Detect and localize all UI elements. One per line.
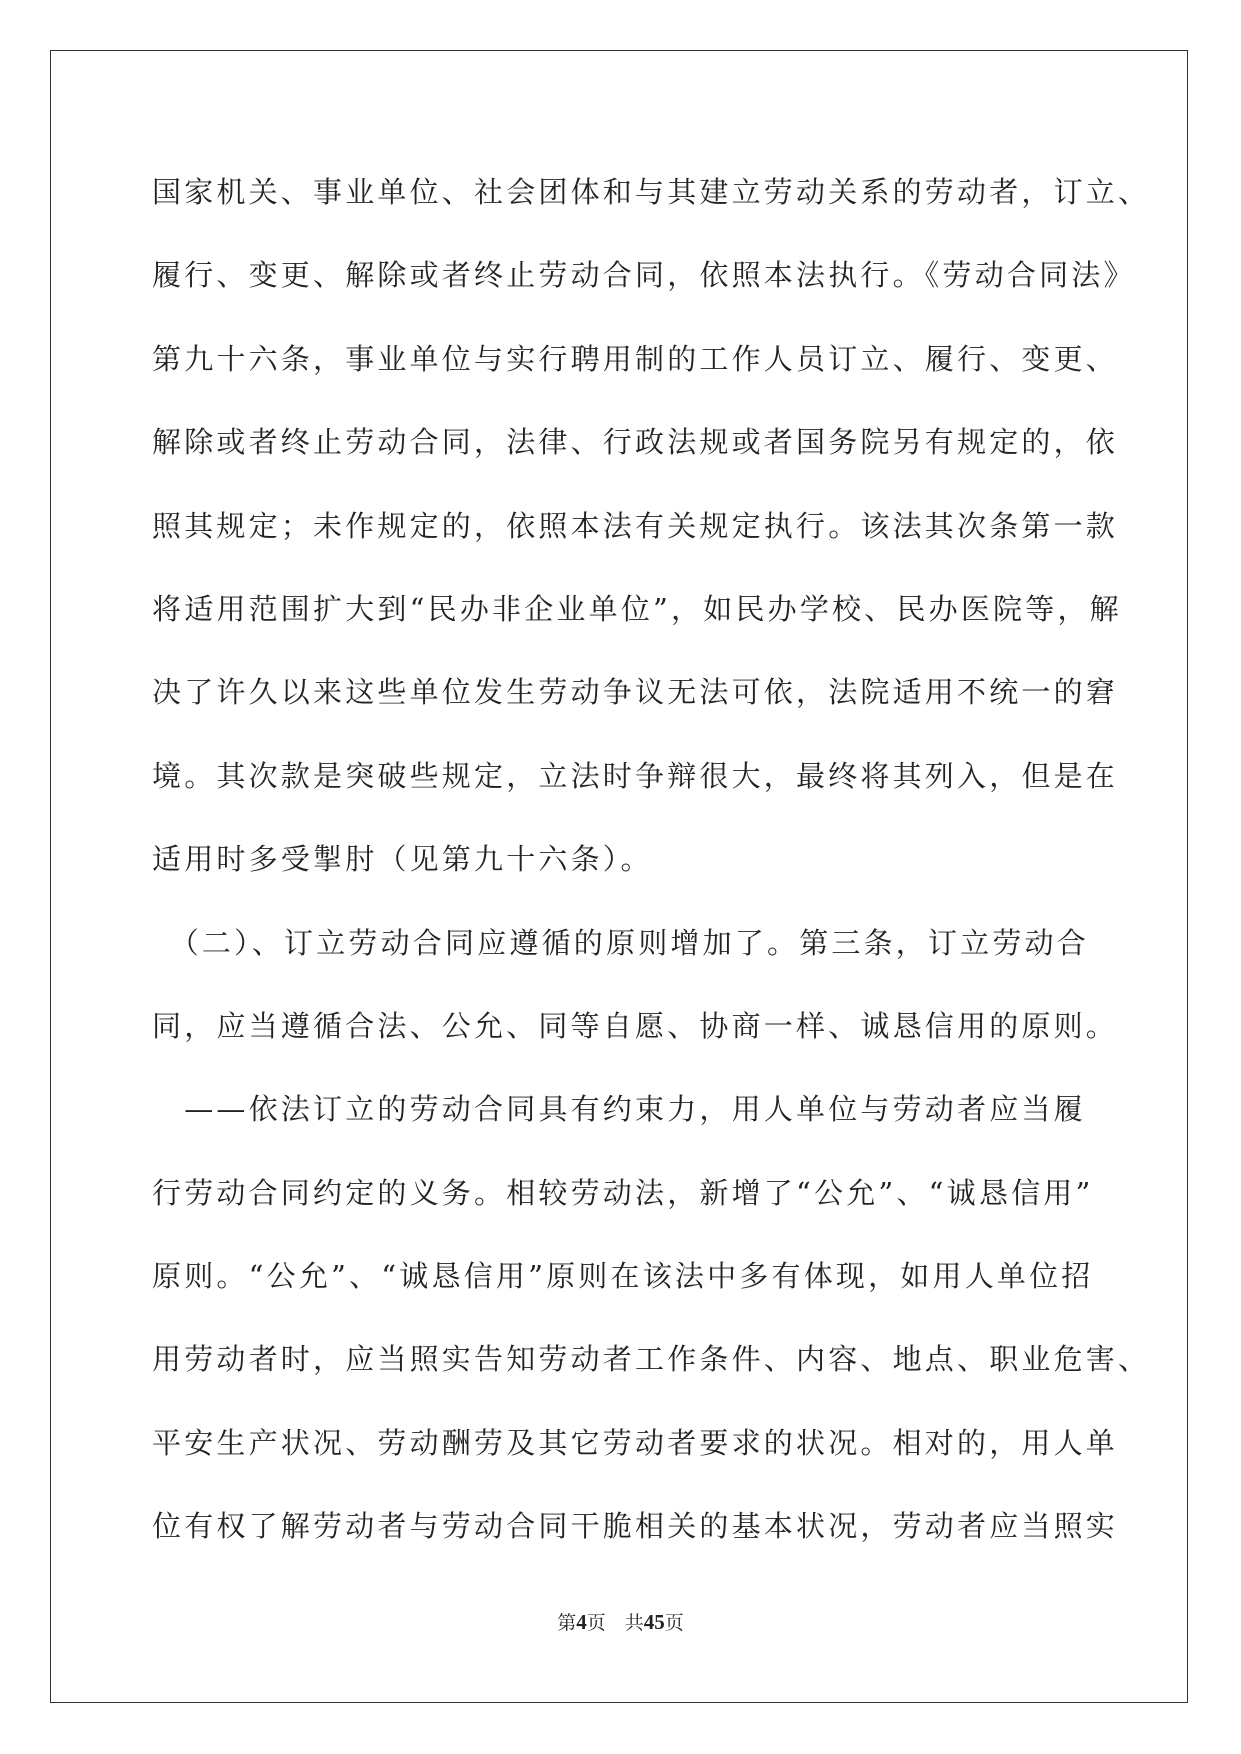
body-line: 用劳动者时，应当照实告知劳动者工作条件、内容、地点、职业危害、 <box>152 1342 1151 1377</box>
body-line: 平安生产状况、劳动酬劳及其它劳动者要求的状况。相对的，用人单 <box>152 1425 1119 1460</box>
page-footer <box>0 1610 1241 1635</box>
body-line: 第九十六条，事业单位与实行聘用制的工作人员订立、履行、变更、 <box>152 341 1119 376</box>
footer-prefix: 第 <box>557 1612 577 1634</box>
total-pages-number: 45 <box>643 1610 665 1634</box>
body-line: 位有权了解劳动者与劳动合同干脆相关的基本状况，劳动者应当照实 <box>152 1509 1119 1544</box>
body-line: 行劳动合同约定的义务。相较劳动法，新增了“公允”、“诚恳信用” <box>152 1175 1094 1210</box>
body-line: 适用时多受掣肘（见第九十六条）。 <box>152 842 653 877</box>
body-line: 同，应当遵循合法、公允、同等自愿、协商一样、诚恳信用的原则。 <box>152 1008 1119 1043</box>
body-line: ——依法订立的劳动合同具有约束力，用人单位与劳动者应当履 <box>152 1092 1086 1127</box>
footer-middle: 页 共 <box>586 1612 644 1634</box>
footer-suffix: 页 <box>664 1612 684 1634</box>
body-line: 境。其次款是突破些规定，立法时争辩很大，最终将其列入，但是在 <box>152 758 1119 793</box>
document-body <box>152 162 1151 1580</box>
body-line: 履行、变更、解除或者终止劳动合同，依照本法执行。《劳动合同法》 <box>152 258 1136 293</box>
body-line: 将适用范围扩大到“民办非企业单位”，如民办学校、民办医院等，解 <box>152 591 1122 626</box>
current-page-number: 4 <box>576 1610 587 1634</box>
body-line: 国家机关、事业单位、社会团体和与其建立劳动关系的劳动者，订立、 <box>152 175 1151 209</box>
body-line: （二）、订立劳动合同应遵循的原则增加了。第三条，订立劳动合 <box>152 925 1090 960</box>
body-line: 照其规定；未作规定的，依照本法有关规定执行。该法其次条第一款 <box>152 508 1119 543</box>
body-line: 解除或者终止劳动合同，法律、行政法规或者国务院另有规定的，依 <box>152 425 1119 460</box>
body-line: 决了许久以来这些单位发生劳动争议无法可依，法院适用不统一的窘 <box>152 675 1119 710</box>
body-line: 原则。“公允”、“诚恳信用”原则在该法中多有体现，如用人单位招 <box>152 1259 1094 1294</box>
